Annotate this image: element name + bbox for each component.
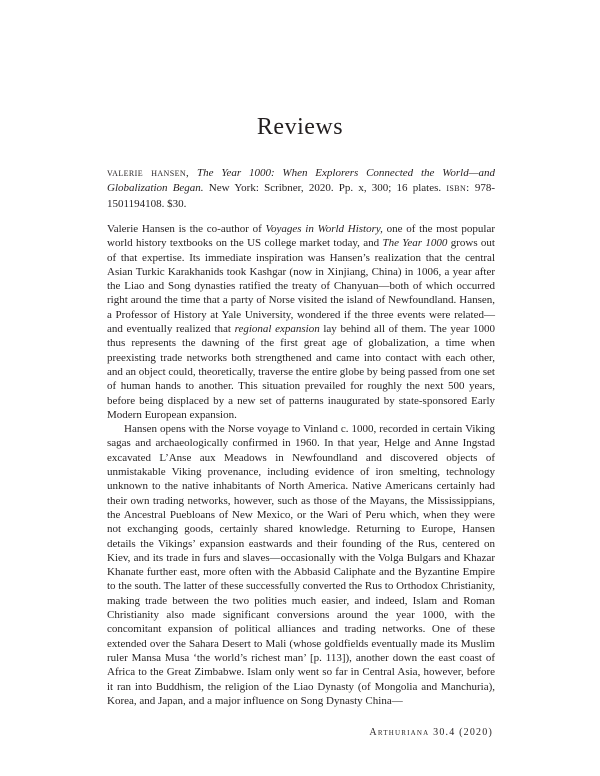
paragraph-1-run-4: grows out of that expertise. Its immediate inspiration was Hansen’s realization that the central Asian Turkic Karakhanids took Kashgar (now in Xinjiang, China) in 1006, a year after the Liao and Song dynasties ratified the treaty of Chanyuan—both of which occurred right around the time that a party of Norse visited the island of Newfoundland. Hansen, a Professor of History at Yale University, wondered if the three events were related—and eventually realized that	[107, 237, 495, 336]
citation-isbn: 978-1501194108. $30.	[107, 182, 496, 210]
paragraph-1-run-1: Voyages in World History,	[265, 223, 383, 235]
paragraph-1-run-0: Valerie Hansen is the co-author of	[107, 223, 266, 235]
paragraph-2	[107, 422, 495, 708]
running-footer: Arthuriana 30.4 (2020)	[369, 727, 493, 738]
paragraph-1-run-6: lay behind all of them. The year 1000 thus represents the dawning of the first great age of globalization, a time when preexisting trade networks both strengthened and came into contact with each other, and an object could, theoretically, traverse the entire globe by being passed from one set of human hands to another. This situation prevailed for roughly the next 500 years, before being displaced by a new set of patterns inaugurated by state-sponsored Early Modern European expansion.	[107, 323, 496, 421]
citation-author: valerie hansen,	[107, 167, 190, 179]
paragraph-1-run-2: one of the most popular world history textbooks on the US college market today, and	[107, 223, 495, 250]
paragraph-2-run-0: Hansen opens with the Norse voyage to Vinland c. 1000, recorded in certain Viking sagas and archaeologically confirmed in 1960. In that year, Helge and Anne Ingstad excavated L’Anse aux Meadows in Newfoundland and discovered objects of unmistakable Viking provenance, including evidence of iron smelting, technology unknown to the native inhabitants of North America. Native Americans certainly had their own trading networks, however, such as those of the Mayans, the Mississippians, the Ancestral Puebloans of New Mexico, or the Wari of Peru which, when they were not exchanging goods, certainly shared knowledge. Returning to Europe, Hansen details the Vikings’ expansion eastwards and their founding of the Rus, centered on Kiev, and its trade in furs and slaves—occasionally with the Volga Bulgars and Khazar Khanate further east, more often with the Abbasid Caliphate and the Byzantine Empire to the south. The latter of these successfully converted the Rus to Orthodox Christianity, making trade between the two polities much easier, and indeed, Islam and Roman Christianity also made significant conversions around the year 1000, with the concomitant expansion of political alliances and trading networks. One of these extended over the Sahara Desert to Mali (whose goldfields eventually made its Muslim ruler Mansa Musa ‘the world’s richest man’ [p. 113]), another down the east coast of Africa to the Great Zimbabwe. Islam only went so far in Central Asia, however, before it ran into Buddhism, the religion of the Liao Dynasty (of Mongolia and Manchuria), Korea, and Japan, and a major influence on Song Dynasty China—	[107, 423, 495, 707]
review-body	[107, 222, 495, 708]
book-citation	[107, 166, 495, 212]
paragraph-1	[107, 222, 495, 422]
citation-book-title: The Year 1000: When Explorers Connected the World—and Globalization Began.	[107, 167, 495, 195]
paragraph-1-run-3: The Year 1000	[382, 237, 448, 250]
section-title: Reviews	[256, 114, 344, 140]
paragraph-1-run-5: regional expansion	[234, 323, 320, 336]
citation-publisher: New York: Scribner, 2020. Pp. x, 300; 16 plates.	[208, 182, 442, 195]
citation-isbn-label: isbn:	[446, 182, 470, 195]
